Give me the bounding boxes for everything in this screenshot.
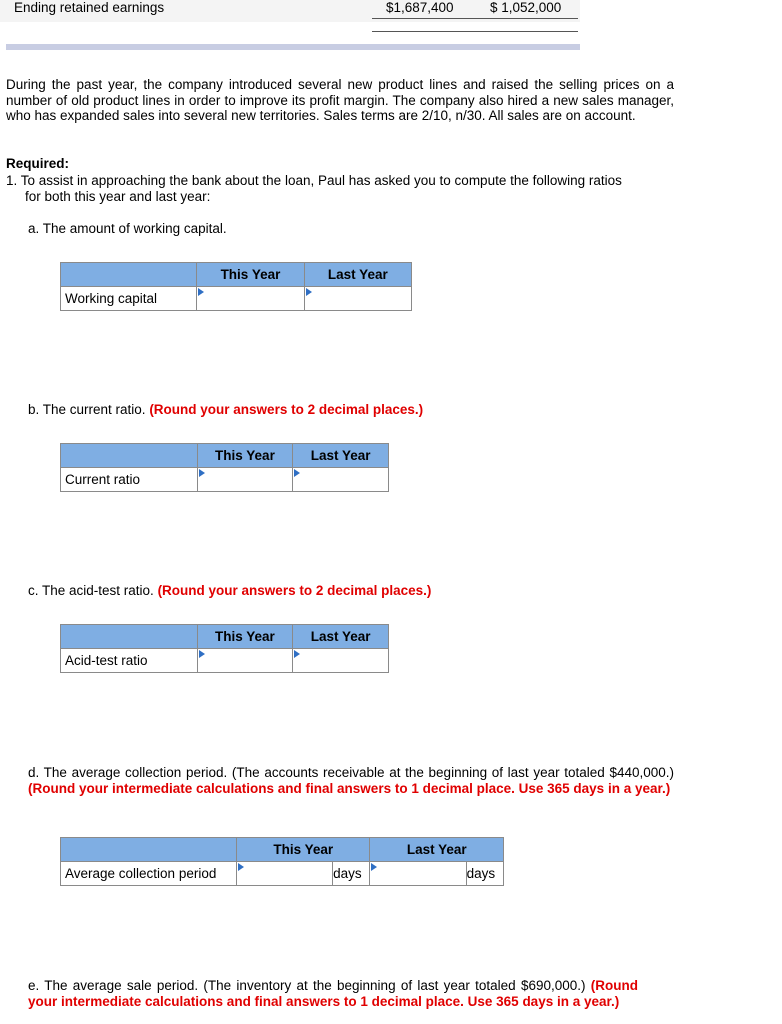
part-c-note: (Round your answers to 2 decimal places.) [157,583,432,598]
working-capital-this-year-input[interactable] [197,287,303,310]
part-d-note: (Round your intermediate calculations and final answers to 1 decimal place. Use 365 days in a year.) [28,780,671,796]
input-marker-icon [238,863,244,871]
required-item-1-line1: 1. To assist in approaching the bank about the loan, Paul has asked you to compute the following ratios [6,173,622,188]
retained-earnings-last-year: $ 1,052,000 [490,0,562,15]
collection-period-last-year-input[interactable] [370,862,465,885]
part-d-text: d. The average collection period. (The accounts receivable at the beginning of last year totaled $440,000.) [28,765,674,780]
retained-earnings-label: Ending retained earnings [14,0,165,15]
collection-period-this-year-cell[interactable] [236,862,332,886]
part-e-note: (Round your intermediate calculations and final answers to 1 decimal place. Use 365 days in a year.) [28,978,638,1009]
input-marker-icon [306,288,312,296]
input-marker-icon [294,469,300,477]
section-divider [6,44,580,50]
current-ratio-this-year-input[interactable] [198,468,293,491]
collection-period-this-year-input[interactable] [237,862,332,885]
header-this-year: This Year [197,444,293,468]
row-label-average-collection-period: Average collection period [61,862,237,886]
part-c-text: c. The acid-test ratio. [28,583,158,598]
header-last-year: Last Year [293,625,389,649]
part-b-text: b. The current ratio. [28,402,150,417]
row-label-acid-test-ratio: Acid-test ratio [61,649,198,673]
working-capital-this-year-cell[interactable] [197,287,304,311]
part-e-prompt [28,978,638,1009]
row-label-current-ratio: Current ratio [61,468,198,492]
current-ratio-last-year-input[interactable] [293,468,388,491]
header-this-year: This Year [197,263,304,287]
acid-test-ratio-table [60,624,389,673]
header-this-year: This Year [236,838,370,862]
unit-days: days [466,862,503,886]
collection-period-last-year-cell[interactable] [370,862,466,886]
part-a-prompt: a. The amount of working capital. [28,221,227,236]
row-label-working-capital: Working capital [61,287,197,311]
header-last-year: Last Year [370,838,504,862]
required-item-1-line2: for both this year and last year: [25,188,211,204]
current-ratio-this-year-cell[interactable] [197,468,293,492]
required-heading: Required: [6,156,70,171]
unit-days: days [333,862,370,886]
working-capital-table [60,262,412,311]
part-d-prompt [28,765,674,796]
part-c-prompt [28,583,674,599]
intro-paragraph: During the past year, the company introduced several new product lines and raised the selling prices on a number of old product lines in order to improve its profit margin. The company also hired a new sales manager, who has expanded sales into several new territories. Sales terms are 2/10, n/30. All sales are on account. [6,77,674,123]
header-last-year: Last Year [304,263,411,287]
total-double-underline-bottom [372,31,578,32]
input-marker-icon [371,863,377,871]
total-double-underline-top [372,18,578,19]
acid-test-this-year-cell[interactable] [197,649,293,673]
required-item-1 [6,173,674,204]
input-marker-icon [199,469,205,477]
input-marker-icon [199,650,205,658]
part-e-text: e. The average sale period. (The inventory at the beginning of last year totaled $690,000.) [28,978,591,993]
part-b-note: (Round your answers to 2 decimal places.) [149,402,424,417]
working-capital-last-year-input[interactable] [305,287,411,310]
average-collection-period-table [60,837,504,886]
part-b-prompt [28,402,674,418]
current-ratio-table [60,443,389,492]
retained-earnings-this-year: $1,687,400 [386,0,454,15]
header-last-year: Last Year [293,444,389,468]
input-marker-icon [294,650,300,658]
acid-test-last-year-cell[interactable] [293,649,389,673]
working-capital-last-year-cell[interactable] [304,287,411,311]
acid-test-last-year-input[interactable] [293,649,388,672]
input-marker-icon [198,288,204,296]
current-ratio-last-year-cell[interactable] [293,468,389,492]
acid-test-this-year-input[interactable] [198,649,293,672]
header-this-year: This Year [197,625,293,649]
